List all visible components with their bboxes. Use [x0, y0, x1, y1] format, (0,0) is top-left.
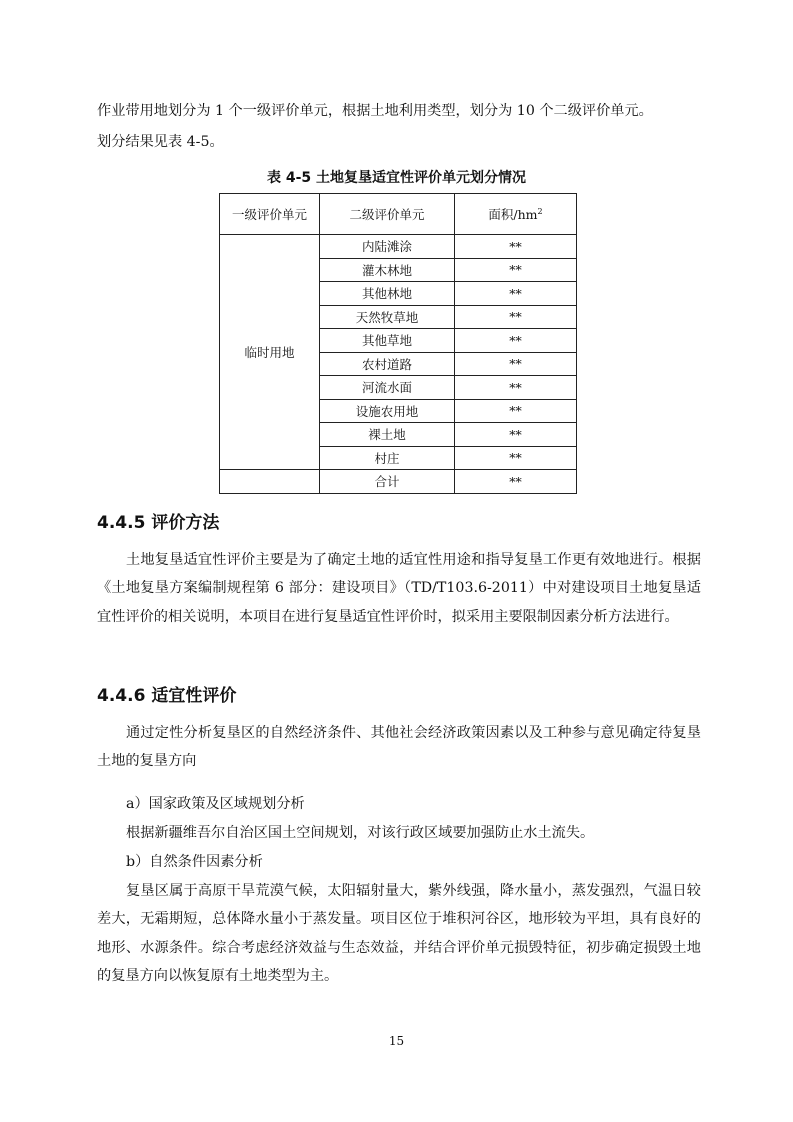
section-445-title: 4.4.5 评价方法 [97, 513, 220, 533]
total-label: 合计 [320, 470, 455, 494]
table-row [220, 235, 577, 259]
table-total-row [220, 470, 577, 494]
unit-name: 设施农用地 [320, 399, 455, 423]
unit-name: 内陆滩涂 [320, 235, 455, 259]
unit-name: 其他林地 [320, 282, 455, 306]
unit-name: 其他草地 [320, 329, 455, 353]
unit-area: ** [455, 282, 577, 306]
page-number: 15 [388, 1034, 405, 1048]
item-b-title: b）自然条件因素分析 [126, 854, 263, 870]
unit-area: ** [455, 423, 577, 447]
unit-name: 农村道路 [320, 352, 455, 376]
section-445-body: 土地复垦适宜性评价主要是为了确定土地的适宜性用途和指导复垦工作更有效地进行。根据《土地复垦方案编制规程第 6 部分：建设项目》（TD/T103.6-2011）中对建设项目土地复垦适宜性评价的相关说明，本项目在进行复垦适宜性评价时，拟采用主要限制因素分析方法进行。 [97, 552, 701, 625]
unit-area: ** [455, 352, 577, 376]
unit-name: 灌木林地 [320, 258, 455, 282]
unit-area: ** [455, 235, 577, 259]
item-a-title: a）国家政策及区域规划分析 [126, 796, 305, 812]
unit-area: ** [455, 305, 577, 329]
unit-name: 裸土地 [320, 423, 455, 447]
section-446-intro: 通过定性分析复垦区的自然经济条件、其他社会经济政策因素以及工种参与意见确定待复垦土地的复垦方向 [97, 725, 701, 770]
header-level1: 一级评价单元 [220, 194, 320, 235]
unit-area: ** [455, 258, 577, 282]
unit-name: 天然牧草地 [320, 305, 455, 329]
table-caption: 表 4-5 土地复垦适宜性评价单元划分情况 [266, 170, 527, 186]
unit-area: ** [455, 399, 577, 423]
unit-name: 河流水面 [320, 376, 455, 400]
item-b-body: 复垦区属于高原干旱荒漠气候，太阳辐射量大，紫外线强，降水量小，蒸发强烈，气温日较差大，无霜期短，总体降水量小于蒸发量。项目区位于堆积河谷区，地形较为平坦，具有良好的地形、水源条件。综合考虑经济效益与生态效益，并结合评价单元损毁特征，初步确定损毁土地的复垦方向以恢复原有土地类型为主。 [97, 883, 701, 985]
unit-area: ** [455, 329, 577, 353]
unit-area: ** [455, 446, 577, 470]
intro-line-1: 作业带用地划分为 1 个一级评价单元，根据土地利用类型，划分为 10 个二级评价单元。 [97, 103, 653, 119]
unit-area: ** [455, 376, 577, 400]
group-label: 临时用地 [220, 235, 320, 470]
intro-line-2: 划分结果见表 4-5。 [97, 134, 224, 150]
total-area: ** [455, 470, 577, 494]
item-a-body: 根据新疆维吾尔自治区国土空间规划，对该行政区域要加强防止水土流失。 [126, 825, 595, 841]
total-empty-cell [220, 470, 320, 494]
table-header-row [220, 194, 577, 235]
unit-name: 村庄 [320, 446, 455, 470]
header-level2: 二级评价单元 [320, 194, 455, 235]
evaluation-unit-table [219, 193, 577, 494]
section-446-title: 4.4.6 适宜性评价 [97, 686, 237, 706]
header-area: 面积$/hm^2$ [455, 194, 577, 235]
